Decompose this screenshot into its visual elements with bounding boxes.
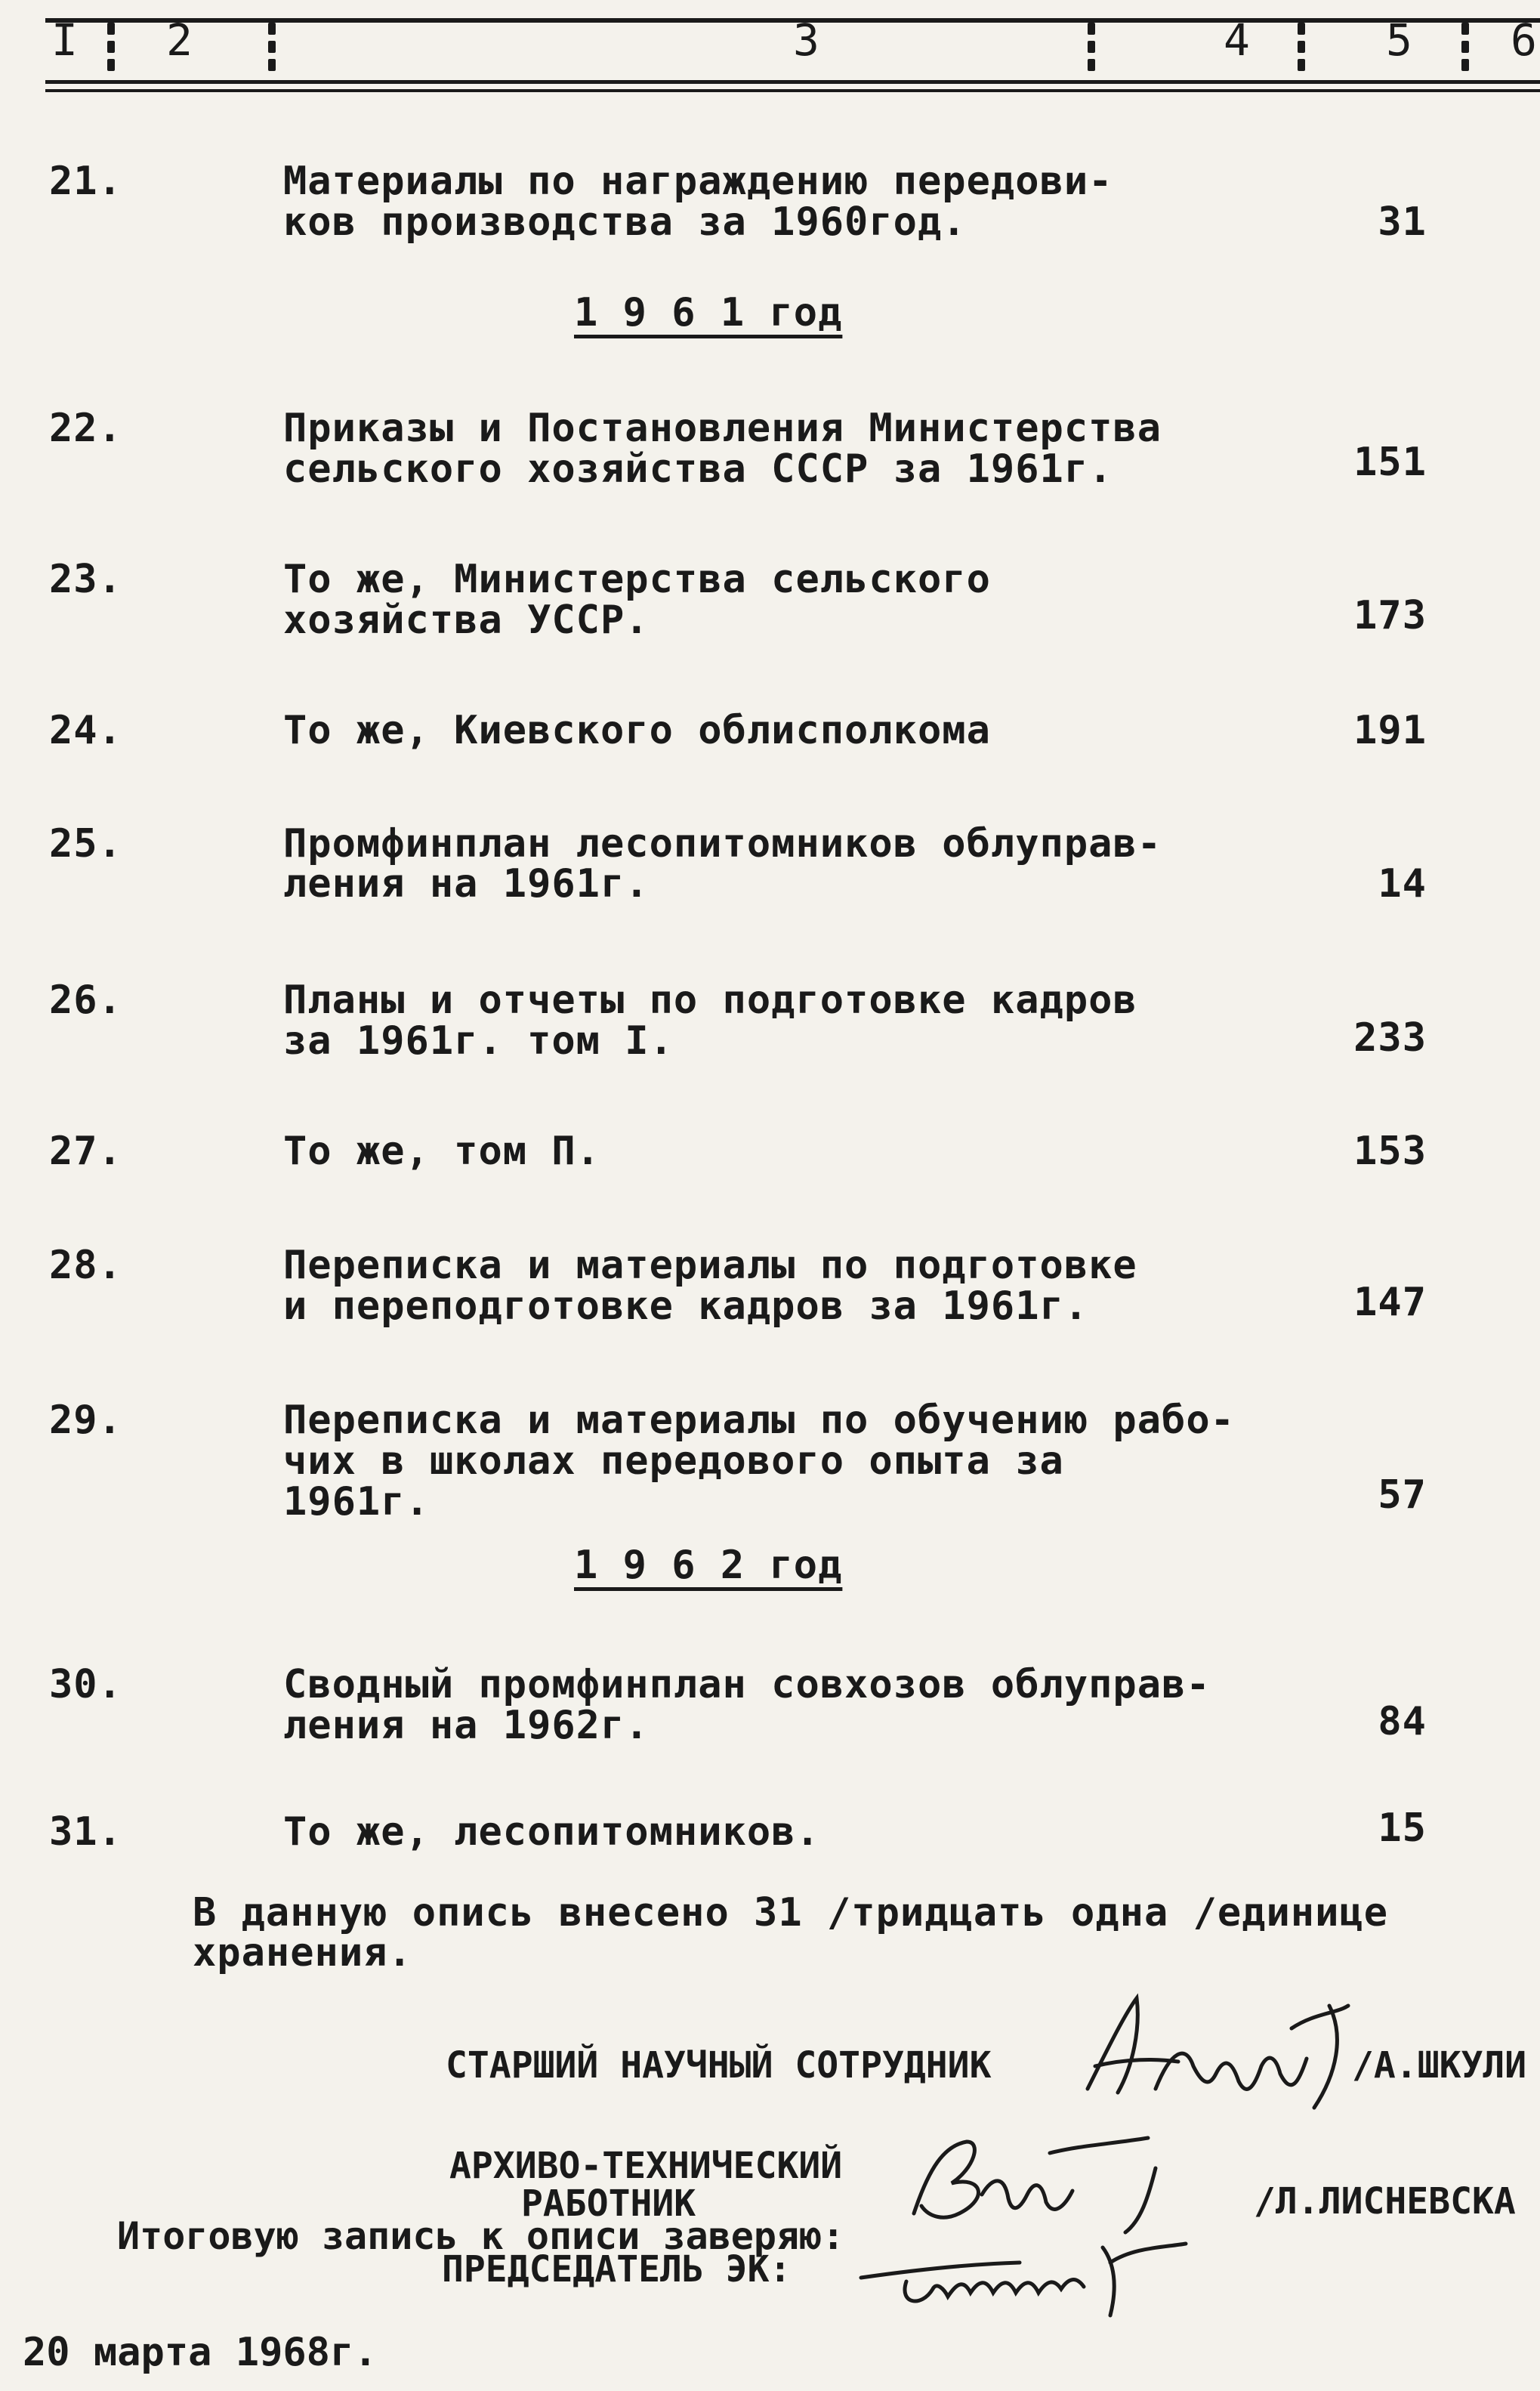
entry-description: ления на 1962г. [283,1703,650,1748]
summary-text: хранения. [193,1930,412,1976]
entry-number: 27. [49,1129,122,1174]
signature-chairman [853,2217,1322,2323]
senior-researcher-name: /А.ШКУЛИ [1352,2044,1527,2087]
entry-value: 15 [1378,1806,1427,1851]
entry-value: 147 [1353,1280,1427,1325]
entry-value: 57 [1378,1472,1427,1518]
entry-number: 22. [49,406,122,451]
entry-number: 28. [49,1243,122,1288]
header-col-6: 6 [1511,14,1537,66]
entry-value: 14 [1378,861,1427,907]
entry-description: хозяйства УССР. [283,598,650,643]
entry-number: 21. [49,159,122,204]
entry-value: 153 [1353,1129,1427,1174]
header-bottom-rule [45,80,1540,84]
entry-description: 1961г. [283,1479,430,1524]
entry-description: Приказы и Постановления Министерства [283,406,1162,451]
header-separator [107,23,115,83]
summary-text: В данную опись внесено 31 /тридцать одна /единице [193,1890,1389,1935]
entry-value: 31 [1378,199,1427,245]
entry-description: Переписка и материалы по подготовке [283,1243,1137,1288]
header-col-1: I [51,14,78,66]
header-col-3: 3 [793,14,819,66]
entry-value: 151 [1353,440,1427,485]
entry-description: сельского хозяйства СССР за 1961г. [283,446,1113,492]
entry-number: 23. [49,557,122,602]
entry-description: и переподготовке кадров за 1961г. [283,1284,1089,1329]
entry-description: То же, Министерства сельского [283,557,991,602]
entry-number: 31. [49,1809,122,1855]
final-certification-line1: Итоговую запись к описи заверяю: [117,2214,845,2258]
entry-number: 29. [49,1398,122,1443]
entry-description: ления на 1961г. [283,861,650,907]
technician-title-line1: АРХИВО-ТЕХНИЧЕСКИЙ [449,2145,843,2187]
entry-number: 26. [49,978,122,1023]
entry-description: Материалы по награждению передови- [283,159,1113,204]
header-separator [1088,23,1095,83]
header-separator [1461,23,1469,83]
header-col-4: 4 [1224,14,1250,66]
entry-value: 173 [1353,593,1427,638]
header-separator [268,23,276,83]
entry-description: То же, лесопитомников. [283,1809,820,1855]
entry-description: То же, том П. [283,1129,600,1174]
entry-description: То же, Киевского облисполкома [283,708,991,753]
entry-number: 30. [49,1662,122,1707]
header-separator [1298,23,1305,83]
signature-shkuli [1065,1983,1352,2111]
header-bottom-rule [45,89,1540,92]
year-heading-1962: 1 9 6 2 год [574,1543,843,1588]
entry-description: Переписка и материалы по обучению рабо- [283,1398,1235,1443]
header-col-5: 5 [1386,14,1412,66]
entry-description: ков производства за 1960год. [283,199,967,245]
entry-description: за 1961г. том I. [283,1018,674,1064]
senior-researcher-title: СТАРШИЙ НАУЧНЫЙ СОТРУДНИК [446,2044,992,2087]
entry-number: 25. [49,821,122,867]
document-date: 20 марта 1968г. [23,2330,378,2375]
entry-description: Промфинплан лесопитомников облуправ- [283,821,1162,867]
entry-description: Сводный промфинплан совхозов облуправ- [283,1662,1211,1707]
header-col-2: 2 [166,14,193,66]
entry-description: Планы и отчеты по подготовке кадров [283,978,1137,1023]
entry-number: 24. [49,708,122,753]
entry-value: 84 [1378,1699,1427,1744]
commission-chair-title: ПРЕДСЕДАТЕЛЬ ЭК: [442,2248,792,2291]
entry-value: 191 [1353,708,1427,753]
technician-title-line2: РАБОТНИК [521,2182,696,2225]
technician-name: /Л.ЛИСНЕВСКА [1254,2180,1516,2223]
entry-description: чих в школах передового опыта за [283,1438,1064,1484]
year-heading-1961: 1 9 6 1 год [574,290,843,335]
entry-value: 233 [1353,1015,1427,1061]
